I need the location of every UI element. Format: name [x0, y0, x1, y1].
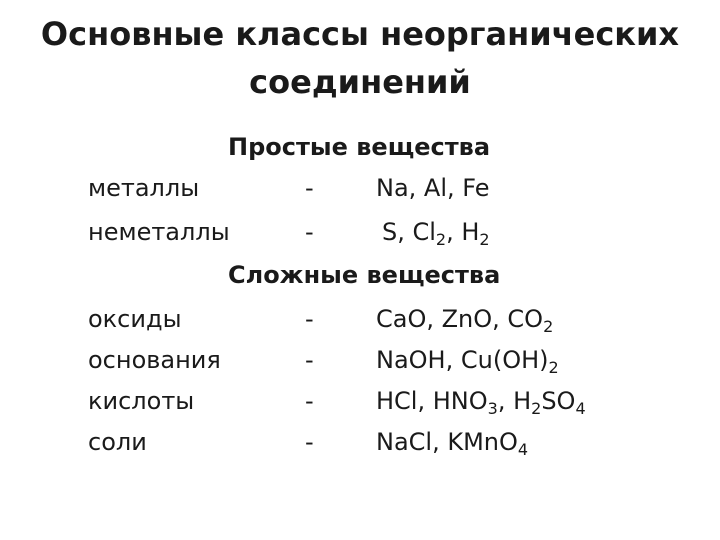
formula-examples: CaO, ZnO, $CO_2$	[376, 305, 554, 336]
separator-dash: -	[305, 346, 314, 374]
slide-title-line-2: соединений	[249, 63, 471, 101]
separator-dash: -	[305, 387, 314, 415]
class-name: оксиды	[88, 305, 182, 333]
class-name: соли	[88, 428, 147, 456]
simple-substances-heading: Простые вещества	[228, 133, 491, 161]
complex-row-bases	[0, 348, 720, 382]
formula-examples: S, $Cl_2$, $H_2$	[382, 218, 490, 249]
complex-substances-heading: Сложные вещества	[228, 261, 501, 289]
complex-row-oxides	[0, 307, 720, 341]
formula-examples: NaCl, KMnO$_4$	[376, 428, 529, 459]
subscript: 2	[531, 399, 542, 418]
formula-examples: Na, Al, Fe	[376, 174, 490, 202]
simple-row-metals	[0, 176, 720, 210]
complex-row-salts	[0, 430, 720, 464]
separator-dash: -	[305, 174, 314, 202]
slide-title-line-1: Основные классы неорганических	[40, 15, 680, 53]
class-name: неметаллы	[88, 218, 230, 246]
subscript: 2	[543, 317, 554, 336]
simple-row-nonmetals	[0, 220, 720, 254]
subscript: 2	[435, 230, 447, 249]
class-name: кислоты	[88, 387, 195, 415]
separator-dash: -	[305, 428, 314, 456]
formula-examples: NaOH, $Cu(OH)_2$	[376, 346, 559, 377]
separator-dash: -	[305, 218, 314, 246]
class-name: основания	[88, 346, 221, 374]
formula-examples: HCl, $HNO_3$, $H_2SO_4$	[376, 387, 586, 418]
subscript: 2	[548, 358, 559, 377]
subscript: 4	[575, 399, 586, 418]
separator-dash: -	[305, 305, 314, 333]
subscript: 4	[517, 440, 529, 459]
subscript: 2	[479, 230, 490, 249]
subscript: 3	[487, 399, 498, 418]
complex-row-acids	[0, 389, 720, 423]
class-name: металлы	[88, 174, 200, 202]
